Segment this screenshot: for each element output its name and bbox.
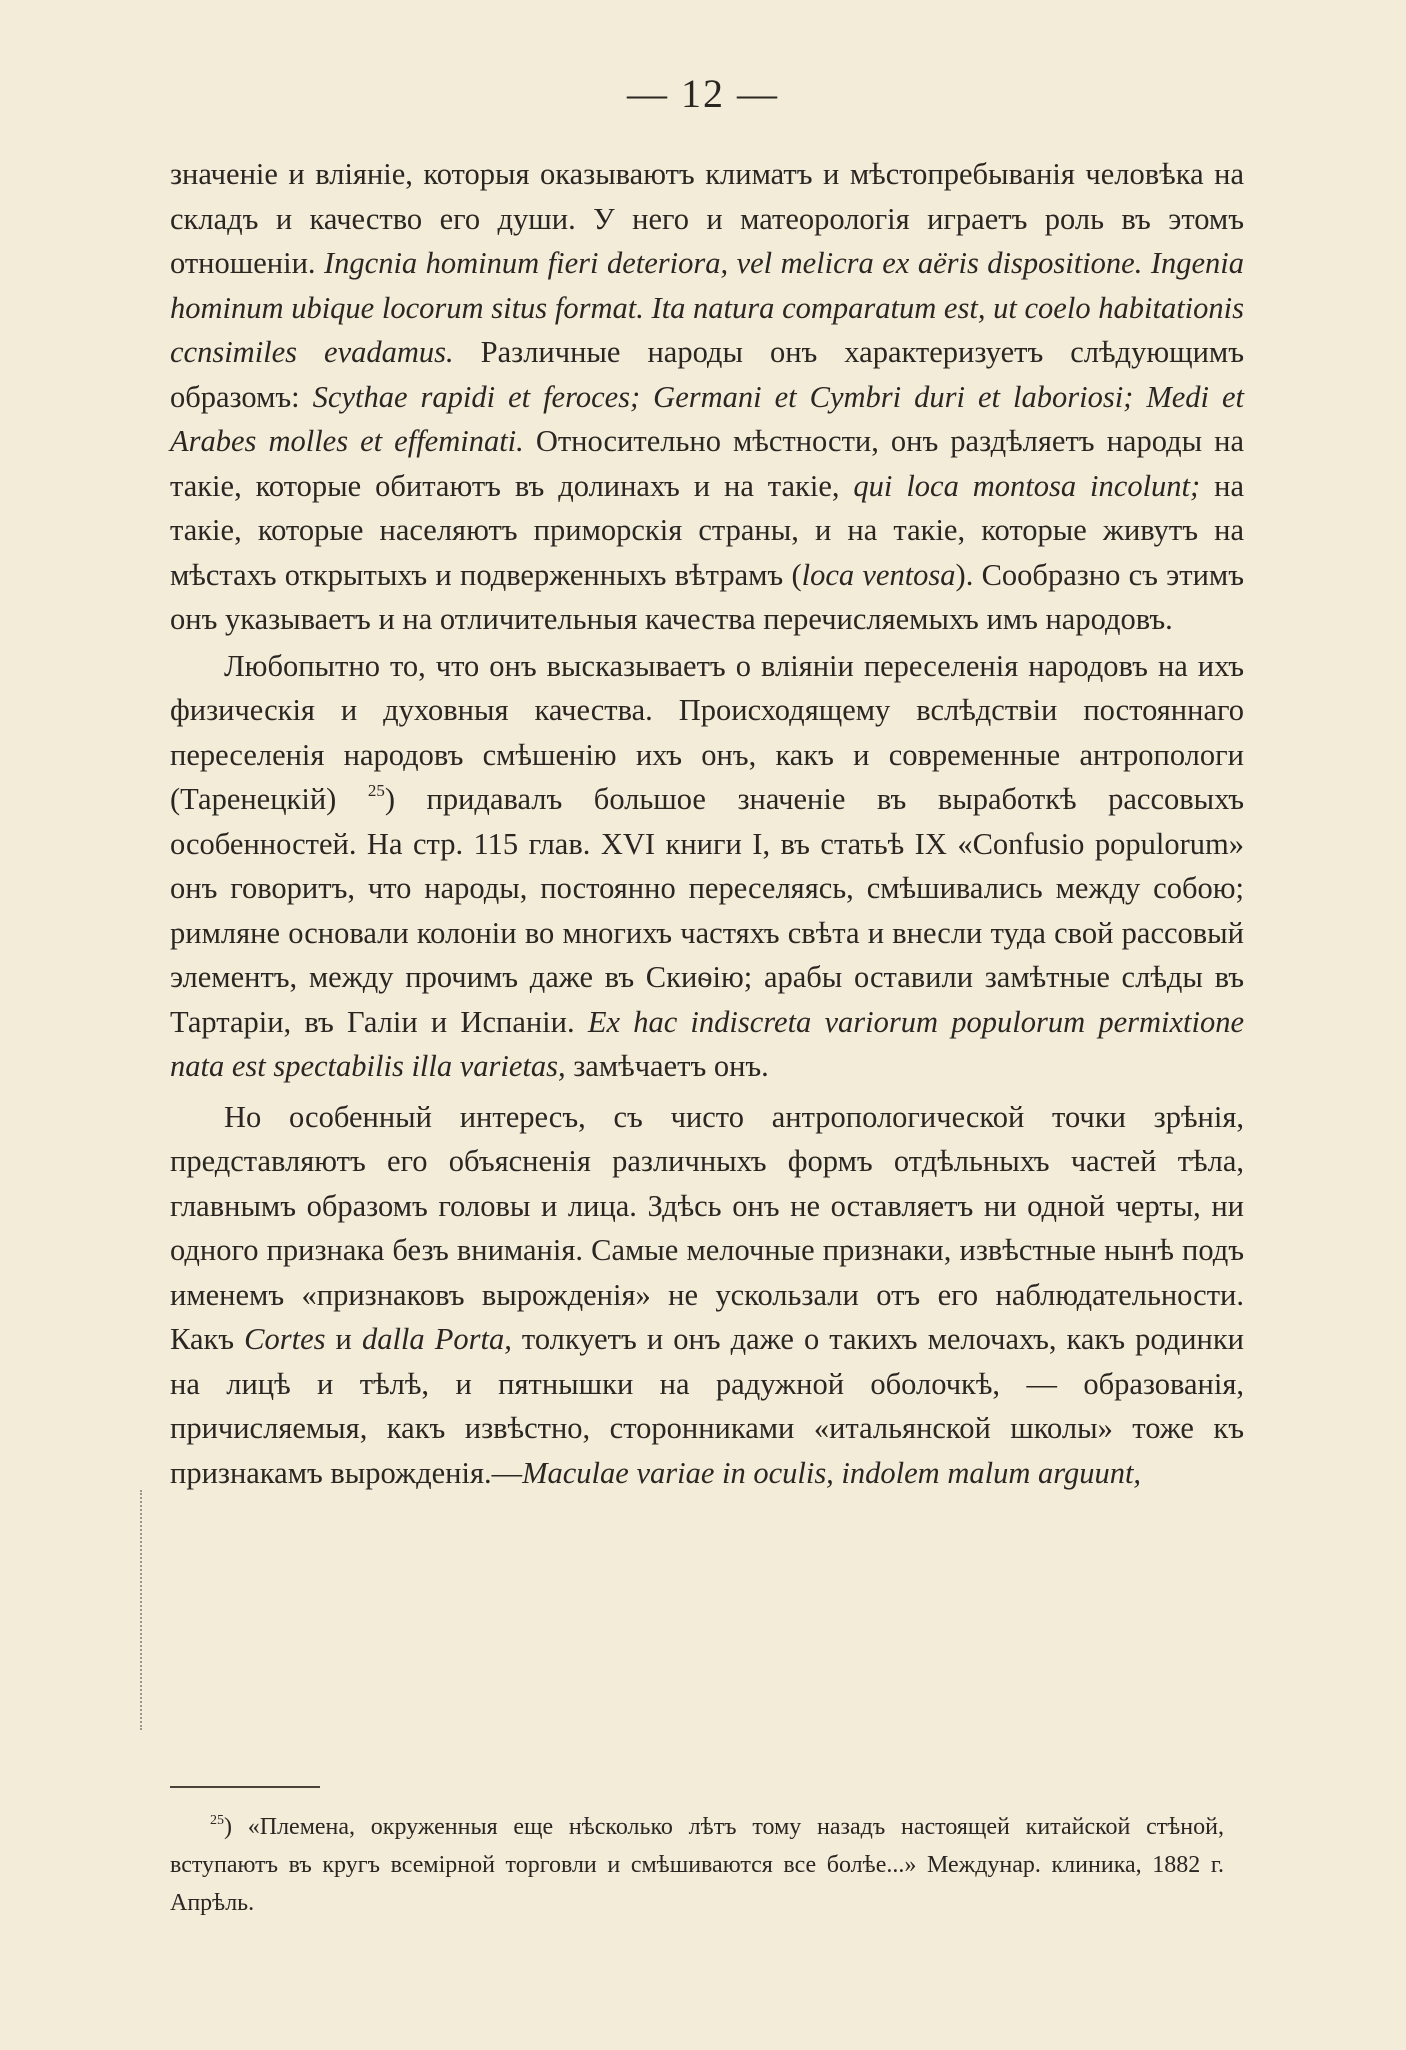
- text-run: замѣчаетъ онъ.: [565, 1049, 769, 1083]
- footnote: [170, 1808, 1224, 1922]
- latin-name: Cortes: [244, 1322, 326, 1356]
- paragraph-1: [170, 152, 1244, 642]
- text-run: ) придавалъ большое значеніе въ выработкѣ рассовыхъ особенностей. На стр. 115 глав. XVI книги I, въ статьѣ IX «Confusio populorum» онъ говоритъ, что народы, постоянно переселяясь, смѣшивались между собою; римляне основали колоніи во многихъ частяхъ свѣта и внесли туда свой рассовый элементъ, между прочимъ даже въ Скиѳію; арабы оставили замѣтные слѣды въ Тартаріи, въ Галіи и Испаніи.: [170, 782, 1244, 1039]
- latin-quote: qui loca montosa incolunt;: [853, 468, 1201, 503]
- latin-quote: Maculae variae in oculis, indolem malum arguunt,: [522, 1455, 1142, 1490]
- latin-quote: Ingcnia hominum fieri deteriora, vel melicra ex aëris dispositione. Ingenia hominum ubique locorum situs format. Ita natura comparatum est, ut coelo habitationis ccnsimiles evadamus.: [170, 246, 1244, 369]
- text-run: Относительно мѣстности, онъ раздѣляетъ народы на такіе, которые обитаютъ въ долинахъ и на такіе,: [170, 424, 1244, 503]
- paragraph-3: [170, 1095, 1244, 1496]
- footnote-divider: [170, 1786, 320, 1788]
- latin-quote: loca ventosa: [801, 557, 956, 592]
- text-run: Различные народы онъ характеризуетъ слѣдующимъ образомъ:: [170, 335, 1244, 414]
- margin-mark: [140, 1490, 142, 1730]
- page-number: — 12 —: [627, 71, 779, 116]
- text-run: значеніе и вліяніе, которыя оказываютъ климатъ и мѣстопребыванія человѣка на складъ и качество его души. У него и матеорологія играетъ роль въ этомъ отношеніи.: [170, 157, 1244, 280]
- latin-name: dalla Porta,: [361, 1322, 512, 1356]
- footnote-ref: 25: [367, 781, 385, 800]
- body-text: [170, 152, 1244, 1495]
- paragraph-2: [170, 644, 1244, 1089]
- footnote-text: ) «Племена, окруженныя еще нѣсколько лѣтъ тому назадъ настоящей китайской стѣной, вступаютъ въ кругъ всемірной торговли и смѣшиваются все болѣе...» Междунар. клиника, 1882 г. Апрѣль.: [170, 1814, 1224, 1916]
- text-run: ). Сообразно съ этимъ онъ указываетъ и на отличительныя качества перечисляемыхъ имъ народовъ.: [170, 557, 1244, 636]
- text-run: на такіе, которые населяютъ приморскія страны, и на такіе, которые живутъ на мѣстахъ открытыхъ и подверженныхъ вѣтрамъ (: [170, 468, 1244, 592]
- text-run: Любопытно то, что онъ высказываетъ о вліяніи переселенія народовъ на ихъ физическія и духовныя качества. Происходящему вслѣдствіи постояннаго переселенія народовъ смѣшенію ихъ онъ, какъ и современные антропологи (Таренецкій): [170, 648, 1244, 816]
- text-run: и: [325, 1322, 362, 1356]
- latin-quote: Scythae rapidi et feroces; Germani et Cymbri duri et laboriosi; Medi et Arabes molles et effeminati.: [170, 379, 1245, 458]
- latin-quote: Ex hac indiscreta variorum populorum permixtione nata est spectabilis illa varietas,: [170, 1004, 1244, 1083]
- footnote-mark: 25: [210, 1813, 224, 1828]
- text-run: Но особенный интересъ, съ чисто антропологической точки зрѣнія, представляютъ его объясненія различныхъ формъ отдѣльныхъ частей тѣла, главнымъ образомъ головы и лица. Здѣсь онъ не оставляетъ ни одной черты, ни одного признака безъ вниманія. Самые мелочные признаки, извѣстные нынѣ подъ именемъ «признаковъ вырожденія» не ускользали отъ его наблюдательности. Какъ: [170, 1099, 1244, 1356]
- text-run: толкуетъ и онъ даже о такихъ мелочахъ, какъ родинки на лицѣ и тѣлѣ, и пятнышки на радужной оболочкѣ, — образованія, причисляемыя, какъ извѣстно, сторонниками «итальянской школы» тоже къ признакамъ вырожденія.—: [170, 1322, 1245, 1490]
